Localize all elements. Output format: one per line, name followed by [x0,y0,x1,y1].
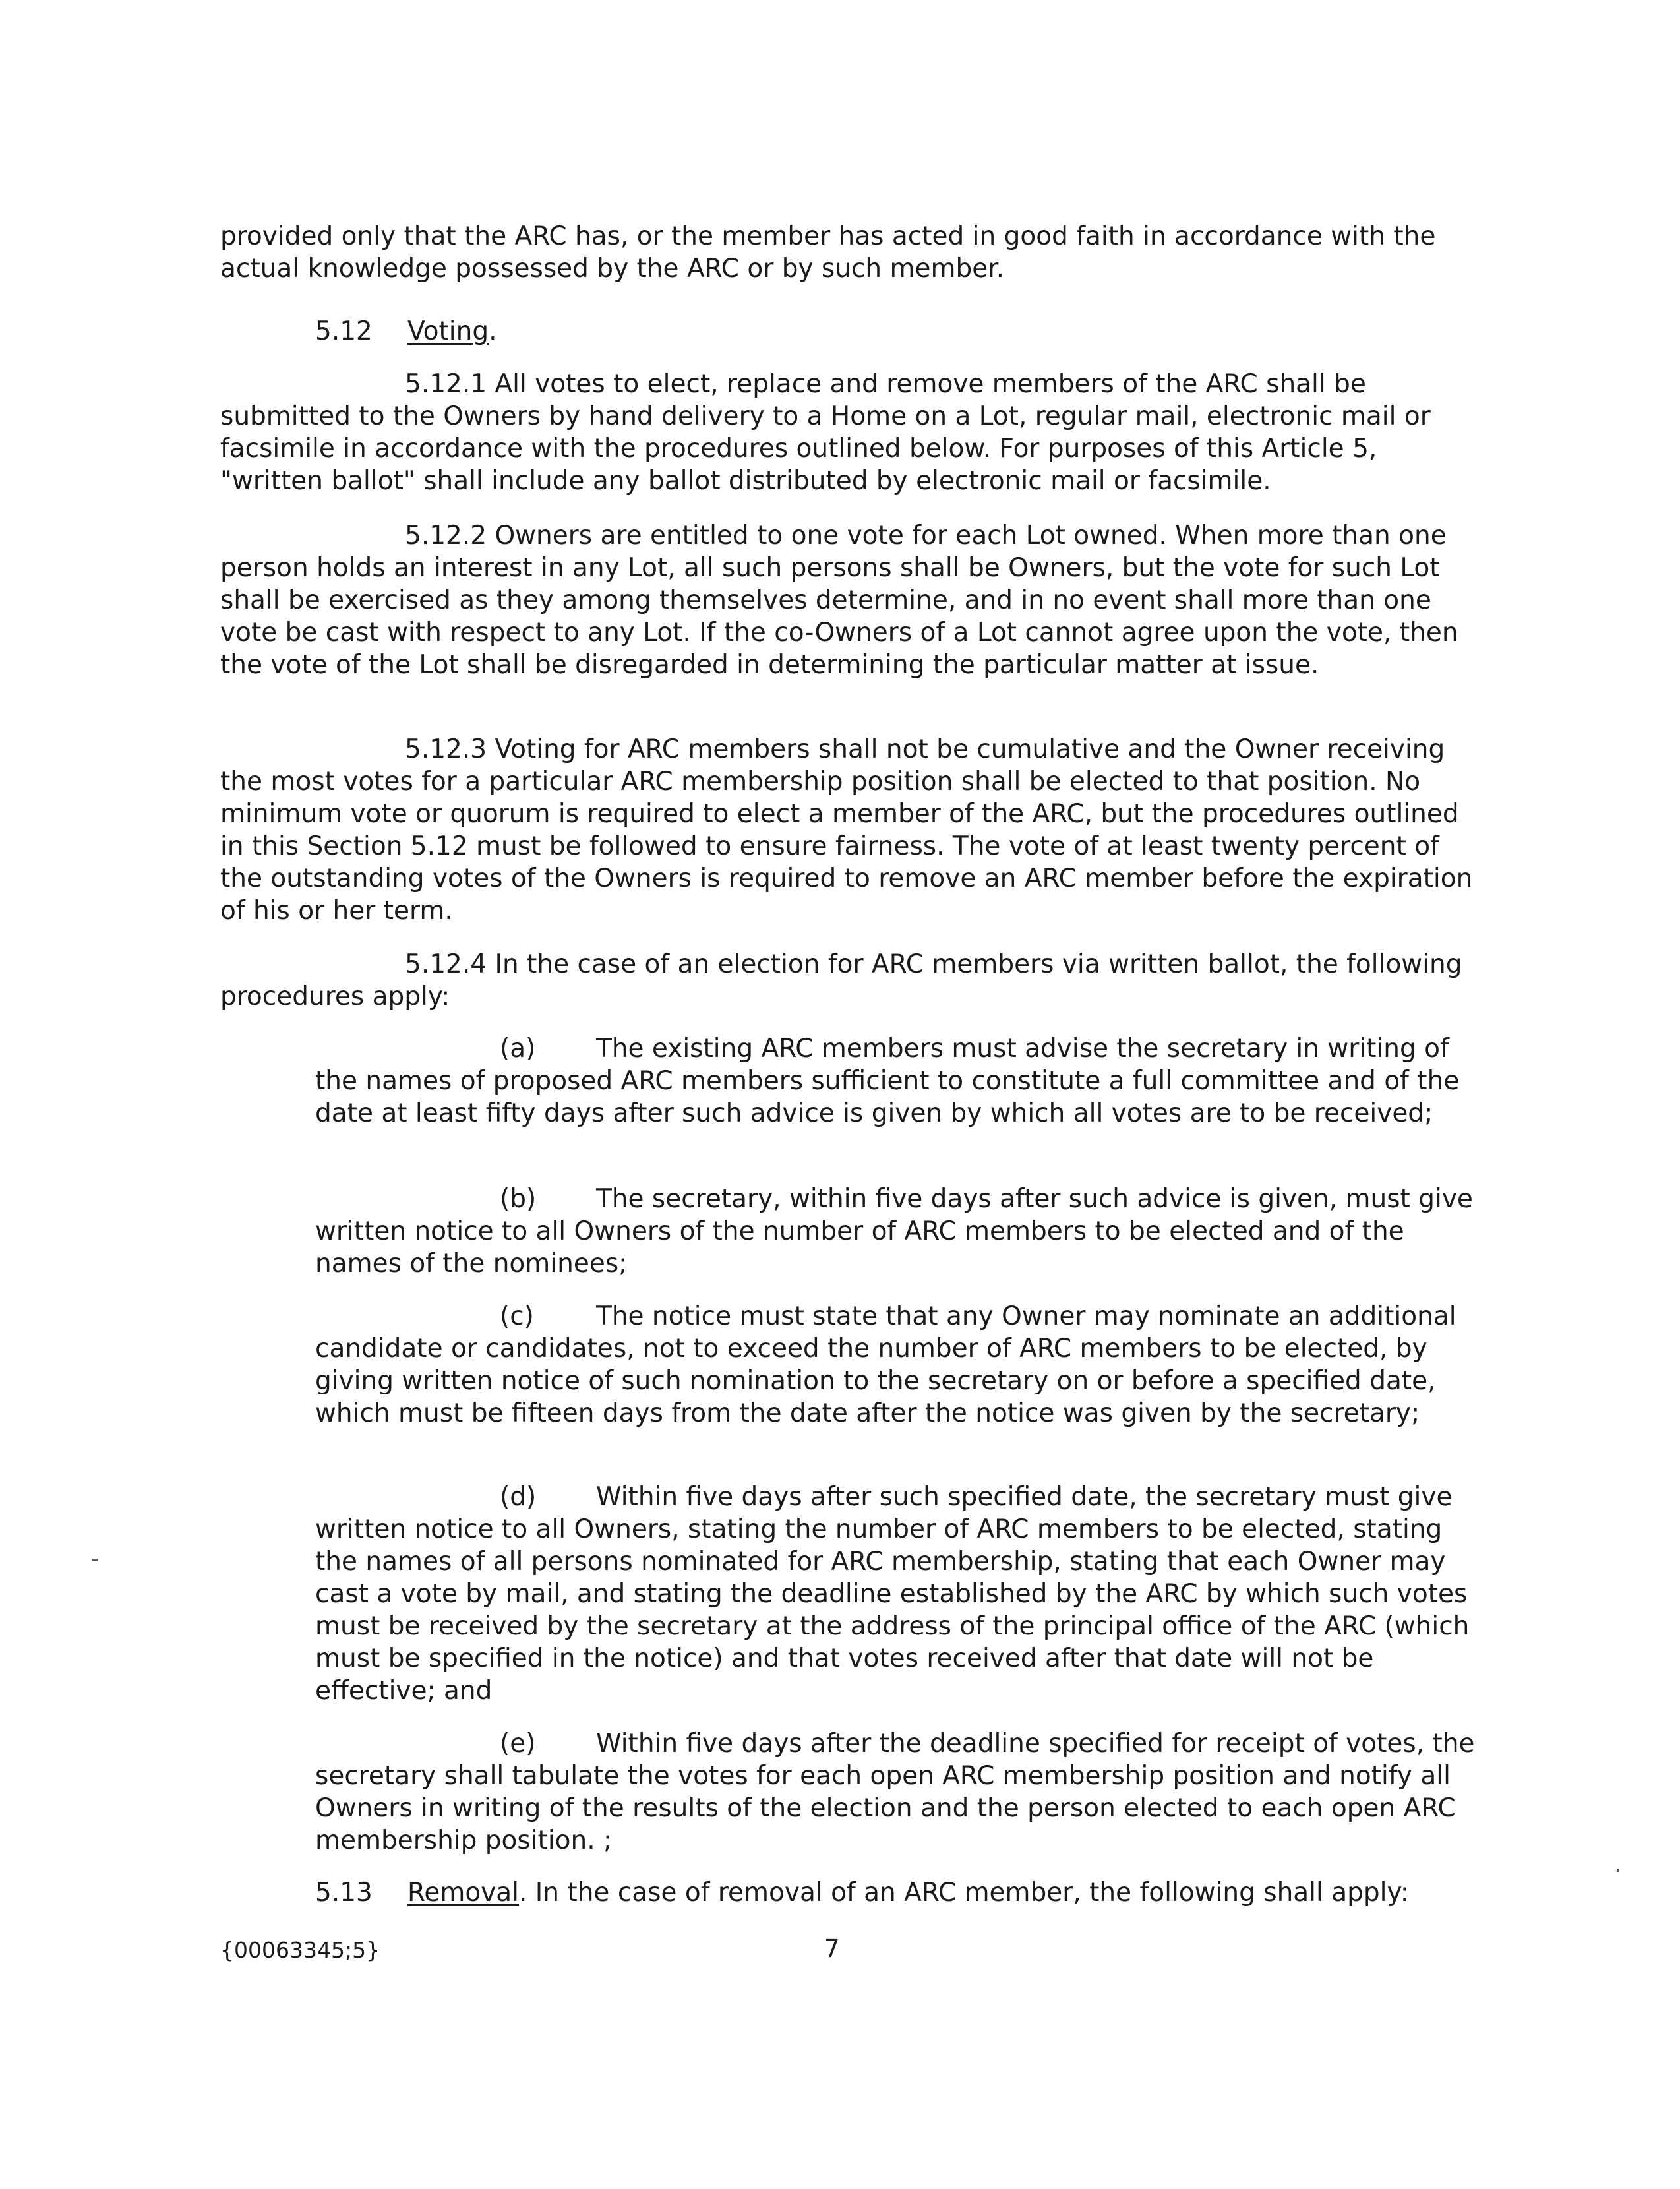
paragraph-5-12-4-text: 5.12.4 In the case of an election for ARC members via written ballot, the following procedures apply: [220,949,1462,1011]
list-item-label: (c) [500,1302,534,1331]
list-item-c [315,1300,1486,1429]
paragraph-5-12-3 [220,733,1486,927]
list-item-text: The secretary, within five days after such advice is given, must give written notice to all Owners of the number of ARC members to be elected and of the names of the nominees; [315,1184,1473,1278]
section-5-13-heading [407,1876,1489,1909]
list-item-d [315,1481,1486,1707]
footer-document-id: {00063345;5} [220,1937,380,1963]
paragraph-5-12-1-text: 5.12.1 All votes to elect, replace and remove members of the ARC shall be submitted to the Owners by hand delivery to a Home on a Lot, regular mail, electronic mail or facsimile in accordance with the procedures outlined below. For purposes of this Article 5, "written ballot" shall include any ballot distributed by electronic mail or facsimile. [220,369,1431,496]
list-item-text: Within five days after such specified date, the secretary must give written notice to all Owners, stating the number of ARC members to be elected, stating the names of all persons nominated for ARC membership, stating that each Owner may cast a vote by mail, and stating the deadline established by the ARC by which such votes must be received by the secretary at the address of the principal office of the ARC (which must be specified in the notice) and that votes received after that date will not be effective; and [315,1482,1470,1706]
section-5-12-number: 5.12 [315,316,373,346]
list-item-label: (b) [500,1184,537,1214]
paragraph-5-12-2-text: 5.12.2 Owners are entitled to one vote for each Lot owned. When more than one person holds an interest in any Lot, all such persons shall be Owners, but the vote for such Lot shall be exercised as they among themselves determine, and in no event shall more than one vote be cast with respect to any Lot. If the co-Owners of a Lot cannot agree upon the vote, then the vote of the Lot shall be disregarded in determining the particular matter at issue. [220,521,1458,680]
section-5-13-text: . In the case of removal of an ARC member, the following shall apply: [519,1878,1409,1907]
section-5-13-title: Removal [407,1878,520,1907]
section-5-12-heading [407,315,1489,347]
list-item-text: Within five days after the deadline specified for receipt of votes, the secretary shall tabulate the votes for each open ARC membership position and notify all Owners in writing of the results of the election and the person elected to each open ARC membership position. ; [315,1729,1475,1855]
section-5-12-title: Voting [407,316,489,346]
intro-paragraph: provided only that the ARC has, or the member has acted in good faith in accordance with the actual knowledge possessed by the ARC or by such member. [220,222,1436,284]
list-item-label: (d) [500,1482,537,1512]
section-5-13-number: 5.13 [315,1878,373,1907]
list-item-text: The existing ARC members must advise the secretary in writing of the names of proposed ARC members sufficient to constitute a full committee and of the date at least fifty days after such advice is given by which all votes are to be received; [315,1034,1460,1128]
paragraph-5-12-4 [220,948,1486,1013]
section-5-12-title-suffix: . [489,316,497,346]
scan-speck-mark [92,1559,98,1561]
list-item-text: The notice must state that any Owner may nominate an additional candidate or candidates, not to exceed the number of ARC members to be elected, by giving written notice of such nomination to the secretary on or before a specified date, which must be fifteen days from the date after the notice was given by the secretary; [315,1302,1456,1428]
paragraph-5-12-2 [220,520,1486,681]
scan-speck-mark [1617,1869,1619,1872]
list-item-b [315,1183,1486,1280]
footer-page-number: 7 [824,1934,840,1963]
list-item-a [315,1033,1486,1129]
paragraph-5-12-1 [220,368,1486,497]
paragraph-5-12-3-text: 5.12.3 Voting for ARC members shall not be cumulative and the Owner receiving the most votes for a particular ARC membership position shall be elected to that position. No minimum vote or quorum is required to elect a member of the ARC, but the procedures outlined in this Section 5.12 must be followed to ensure fairness. The vote of at least twenty percent of the outstanding votes of the Owners is required to remove an ARC member before the expiration of his or her term. [220,735,1473,926]
list-item-label: (e) [500,1729,536,1758]
list-item-label: (a) [500,1034,536,1064]
list-item-e [315,1727,1486,1857]
